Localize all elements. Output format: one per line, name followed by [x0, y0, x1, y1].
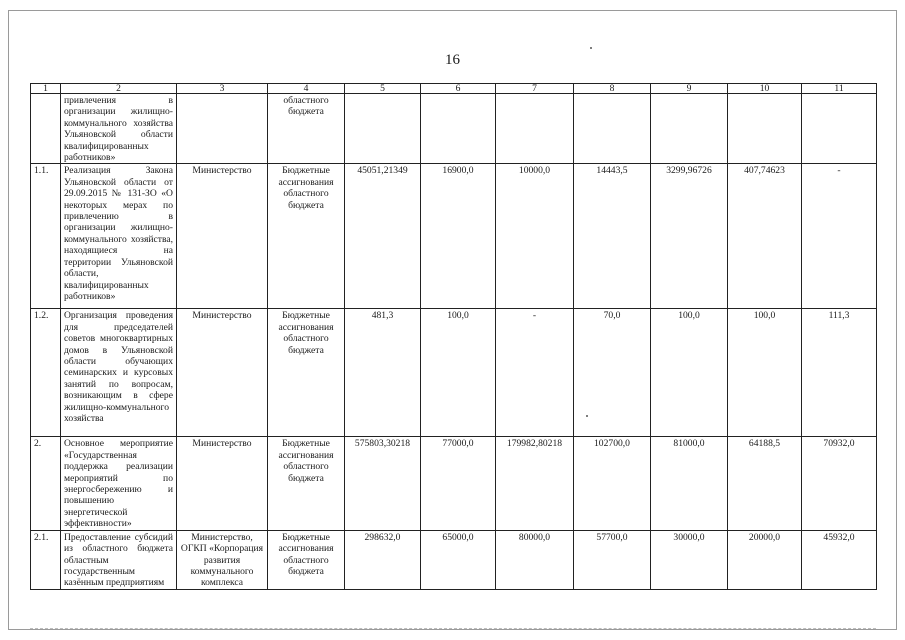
measure-name: Организация проведения для председателей советов многоквартирных домов в Ульяновской области обучающих семинарских и курсовых занятий по вопросам, возникающим в сфере жилищно-коммунального хозяйства — [61, 309, 177, 437]
amount-cell: - — [496, 309, 574, 437]
table-row — [31, 437, 877, 530]
amount-cell: - — [802, 164, 877, 309]
column-number: 5 — [345, 84, 421, 94]
amount-cell: 81000,0 — [651, 437, 728, 530]
amount-cell — [574, 94, 651, 164]
amount-cell — [496, 94, 574, 164]
amount-cell: 70,0 — [574, 309, 651, 437]
column-number: 9 — [651, 84, 728, 94]
amount-cell: 179982,80218 — [496, 437, 574, 530]
executor: Министерство — [177, 437, 268, 530]
amount-cell: 14443,5 — [574, 164, 651, 309]
amount-cell: 45932,0 — [802, 530, 877, 589]
measure-name: Основное мероприятие «Государственная поддержка реализации мероприятий по энергосбережению и повышению энергетической эффективности» — [61, 437, 177, 530]
amount-cell — [728, 94, 802, 164]
column-number: 10 — [728, 84, 802, 94]
scan-edge-line — [30, 628, 876, 630]
budget-table — [30, 83, 877, 590]
amount-cell: 102700,0 — [574, 437, 651, 530]
column-number: 7 — [496, 84, 574, 94]
amount-cell: 100,0 — [728, 309, 802, 437]
amount-cell — [345, 94, 421, 164]
amount-cell: 64188,5 — [728, 437, 802, 530]
funding-source: Бюджетные ассигнования областного бюджета — [268, 530, 345, 589]
scan-speck — [590, 47, 592, 49]
column-number: 3 — [177, 84, 268, 94]
amount-cell: 77000,0 — [421, 437, 496, 530]
funding-source: Бюджетные ассигнования областного бюджета — [268, 437, 345, 530]
amount-cell: 57700,0 — [574, 530, 651, 589]
column-number: 1 — [31, 84, 61, 94]
amount-cell: 30000,0 — [651, 530, 728, 589]
amount-cell: 3299,96726 — [651, 164, 728, 309]
page-number: 16 — [445, 52, 460, 68]
row-index: 2. — [31, 437, 61, 530]
table-body — [31, 84, 877, 590]
scan-speck — [586, 415, 588, 417]
amount-cell: 481,3 — [345, 309, 421, 437]
executor: Министерство — [177, 164, 268, 309]
amount-cell — [802, 94, 877, 164]
table-row — [31, 94, 877, 164]
column-number: 2 — [61, 84, 177, 94]
row-index: 1.2. — [31, 309, 61, 437]
column-number: 6 — [421, 84, 496, 94]
amount-cell: 70932,0 — [802, 437, 877, 530]
measure-name: Реализация Закона Ульяновской области от 29.09.2015 № 131-ЗО «О некоторых мерах по привлечению в организации жилищно-коммунального хозяйства, находящиеся на территории Ульяновской области, квалифицированных работников» — [61, 164, 177, 309]
amount-cell: 298632,0 — [345, 530, 421, 589]
executor: Министерство, ОГКП «Корпорация развития коммунального комплекса — [177, 530, 268, 589]
amount-cell: 45051,21349 — [345, 164, 421, 309]
column-numbers-row — [31, 84, 877, 94]
column-number: 11 — [802, 84, 877, 94]
measure-name: Предоставление субсидий из областного бюджета областным государственным казённым предприятиям — [61, 530, 177, 589]
amount-cell: 100,0 — [421, 309, 496, 437]
funding-source: Бюджетные ассигнования областного бюджета — [268, 309, 345, 437]
column-number: 4 — [268, 84, 345, 94]
amount-cell — [651, 94, 728, 164]
row-index: 1.1. — [31, 164, 61, 309]
amount-cell: 16900,0 — [421, 164, 496, 309]
funding-source: областного бюджета — [268, 94, 345, 164]
table-row — [31, 530, 877, 589]
executor: Министерство — [177, 309, 268, 437]
executor — [177, 94, 268, 164]
amount-cell: 575803,30218 — [345, 437, 421, 530]
row-index: 2.1. — [31, 530, 61, 589]
measure-name: привлечения в организации жилищно-коммунального хозяйства Ульяновской области квалифицированных работников» — [61, 94, 177, 164]
amount-cell: 407,74623 — [728, 164, 802, 309]
amount-cell: 65000,0 — [421, 530, 496, 589]
amount-cell: 20000,0 — [728, 530, 802, 589]
amount-cell: 10000,0 — [496, 164, 574, 309]
funding-source: Бюджетные ассигнования областного бюджета — [268, 164, 345, 309]
amount-cell: 100,0 — [651, 309, 728, 437]
amount-cell: 111,3 — [802, 309, 877, 437]
column-number: 8 — [574, 84, 651, 94]
table-row — [31, 309, 877, 437]
table-row — [31, 164, 877, 309]
row-index — [31, 94, 61, 164]
amount-cell — [421, 94, 496, 164]
amount-cell: 80000,0 — [496, 530, 574, 589]
